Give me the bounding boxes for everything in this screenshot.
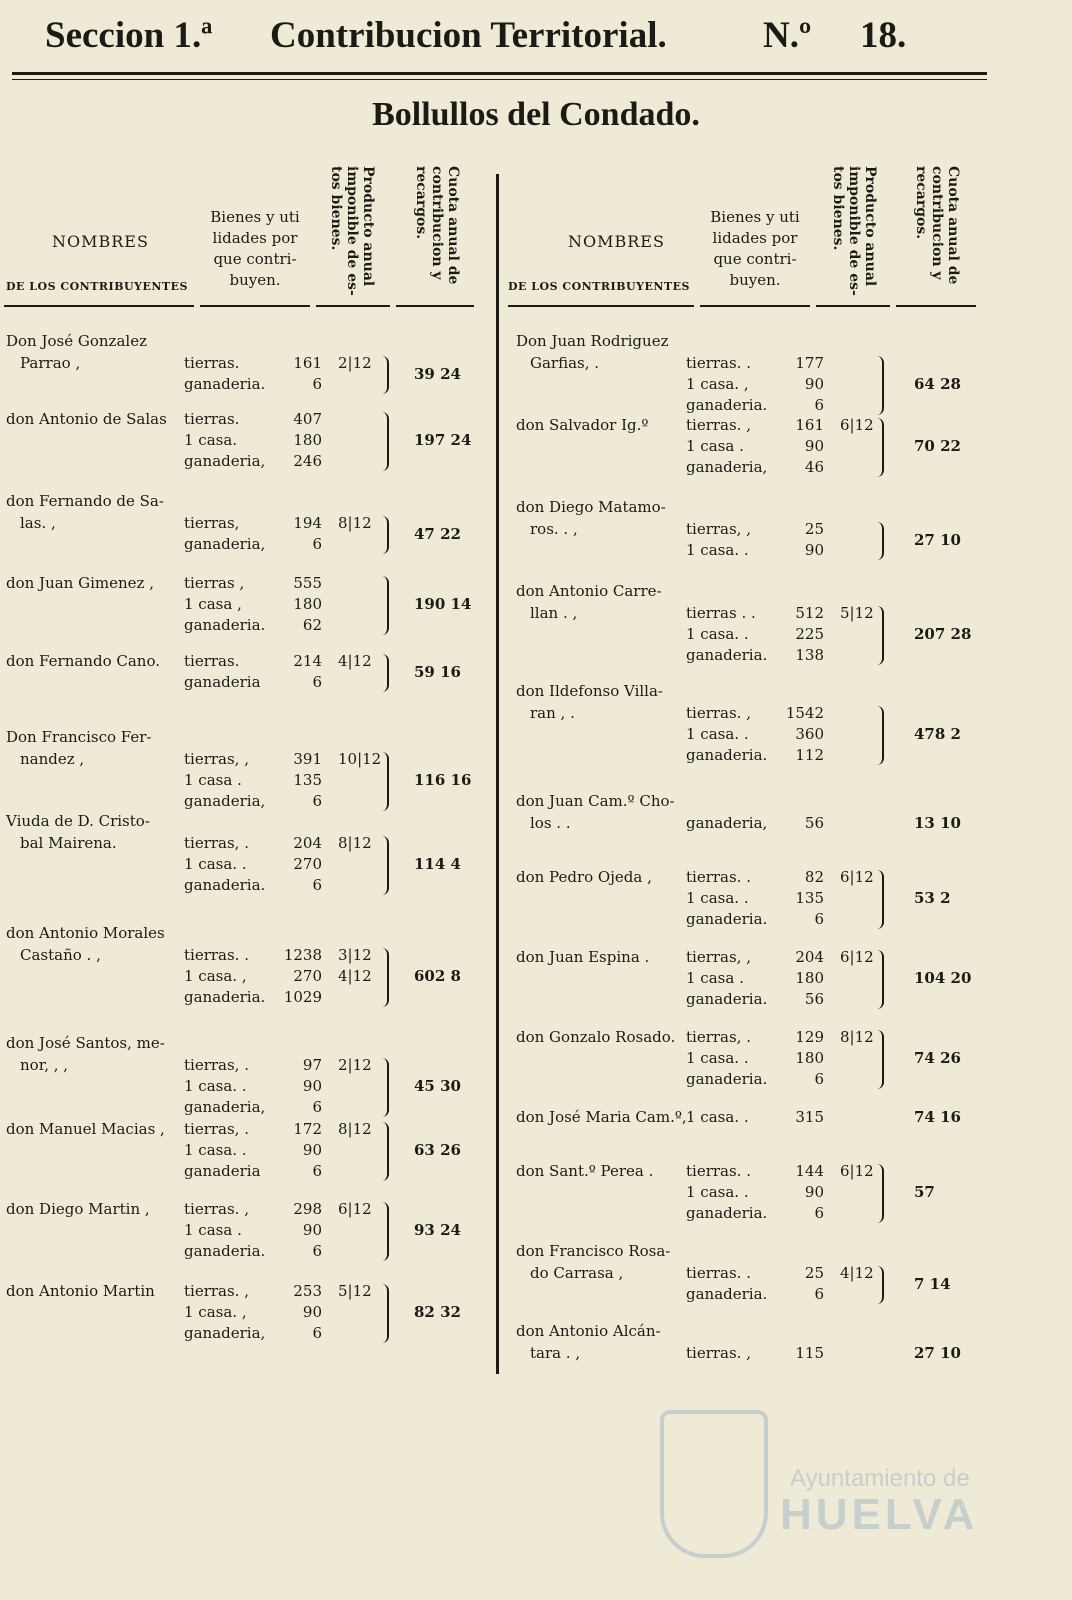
brace-mark	[379, 1202, 389, 1261]
watermark-line2: HUELVA	[780, 1490, 979, 1539]
cuota-value: 104 20	[914, 969, 972, 987]
bien-quantity: 135	[293, 771, 322, 789]
cuota-value: 7 14	[914, 1274, 951, 1293]
column-headers	[508, 160, 984, 315]
bien-type: ganaderia.	[686, 646, 768, 664]
bien-quantity: 129	[795, 1028, 824, 1046]
bien-quantity: 90	[302, 1221, 322, 1239]
contributor-name: los . .	[530, 814, 571, 832]
brace-mark	[379, 654, 389, 692]
page-number: 18.	[860, 15, 907, 56]
header-rule	[12, 72, 987, 75]
bien-type: ganaderia.	[686, 396, 768, 414]
bien-type: ganaderia.	[184, 1242, 266, 1260]
bien-type: ganaderia	[184, 1162, 261, 1180]
bien-type: ganaderia,	[184, 452, 266, 470]
brace-mark	[874, 870, 884, 929]
contributor-name: don Manuel Macias ,	[6, 1120, 165, 1138]
header-cuota: Cuota anual de contribucion y recargos.	[413, 166, 461, 285]
bien-type: tierras, ,	[686, 948, 751, 966]
bien-type: ganaderia.	[686, 1204, 768, 1222]
contributor-name: llan . ,	[530, 604, 578, 622]
contributor-name: don Francisco Rosa-	[516, 1242, 671, 1260]
bien-quantity: 180	[795, 969, 824, 987]
producto-value: 4|12	[840, 1264, 874, 1282]
cuota-value: 74 26	[914, 1049, 961, 1067]
bien-quantity: 407	[293, 410, 322, 428]
contributor-name: don Ildefonso Villa-	[516, 682, 663, 700]
bien-quantity: 25	[804, 1264, 824, 1282]
bien-quantity: 144	[795, 1162, 824, 1180]
cuota-value: 70 22	[914, 437, 961, 455]
bien-type: tierras.	[184, 410, 240, 428]
brace-mark	[874, 950, 884, 1009]
bien-quantity: 391	[293, 750, 322, 768]
brace-mark	[379, 752, 389, 811]
contributor-name: don Salvador Ig.º	[516, 416, 649, 434]
document-title: Contribucion Territorial.	[270, 15, 667, 56]
bien-type: tierras. .	[184, 946, 249, 964]
bien-quantity: 62	[302, 616, 322, 634]
bien-quantity: 6	[814, 1070, 824, 1088]
bien-quantity: 225	[795, 625, 824, 643]
bien-type: ganaderia,	[184, 1098, 266, 1116]
cuota-value: 82 32	[414, 1303, 461, 1321]
contributor-name: ros. . ,	[530, 520, 578, 538]
bien-type: ganaderia.	[184, 616, 266, 634]
bien-quantity: 555	[293, 574, 322, 592]
header-producto: Producto anual imponible de es- tos bienes.	[830, 166, 878, 296]
brace-mark	[379, 836, 389, 895]
contributor-name: Castaño . ,	[20, 946, 101, 964]
brace-mark	[874, 356, 884, 415]
bien-quantity: 90	[302, 1303, 322, 1321]
bien-quantity: 90	[302, 1077, 322, 1095]
bien-type: tierras. ,	[184, 1200, 249, 1218]
contributor-name: Don Juan Rodriguez	[516, 332, 669, 350]
contributor-name: tara . ,	[530, 1344, 581, 1362]
page-header	[45, 14, 962, 66]
header-nombres: NOMBRES	[568, 232, 665, 251]
bien-type: 1 casa. ,	[184, 1303, 247, 1321]
bien-quantity: 90	[804, 375, 824, 393]
brace-mark	[874, 522, 884, 560]
bien-type: tierras, .	[184, 834, 249, 852]
bien-quantity: 6	[312, 1098, 322, 1116]
producto-value: 6|12	[840, 1162, 874, 1180]
contributor-name: don Fernando Cano.	[6, 652, 160, 670]
brace-mark	[874, 1030, 884, 1089]
bien-type: tierras. ,	[184, 1282, 249, 1300]
contributor-name: do Carrasa ,	[530, 1264, 624, 1282]
bien-quantity: 270	[293, 967, 322, 985]
brace-mark	[874, 706, 884, 765]
bien-type: 1 casa ,	[184, 595, 242, 613]
bien-type: ganaderia,	[686, 814, 768, 832]
producto-value: 8|12	[338, 1120, 372, 1138]
header-nombres-sub: DE LOS CONTRIBUYENTES	[6, 280, 188, 293]
bien-type: ganaderia.	[184, 988, 266, 1006]
brace-mark	[379, 576, 389, 635]
header-rule-thin	[12, 79, 987, 80]
bien-quantity: 194	[293, 514, 322, 532]
section-label: Seccion 1.ª	[45, 15, 213, 56]
contributor-name: don José Maria Cam.º,	[516, 1108, 687, 1126]
bien-type: 1 casa. .	[184, 1141, 247, 1159]
place-title: Bollullos del Condado.	[372, 96, 700, 133]
brace-mark	[874, 1164, 884, 1223]
contributor-name: don Pedro Ojeda ,	[516, 868, 652, 886]
bien-quantity: 1542	[785, 704, 824, 722]
bien-type: 1 casa.	[184, 431, 238, 449]
bien-type: ganaderia.	[184, 375, 266, 393]
bien-quantity: 25	[804, 520, 824, 538]
bien-type: 1 casa. .	[686, 725, 749, 743]
bien-type: 1 casa. .	[686, 625, 749, 643]
bien-type: 1 casa. .	[686, 1049, 749, 1067]
bien-quantity: 6	[312, 673, 322, 691]
contributor-name: don Antonio Alcán-	[516, 1322, 661, 1340]
contributor-name: bal Mairena.	[20, 834, 117, 852]
producto-value: 6|12	[840, 416, 874, 434]
bien-type: ganaderia,	[184, 535, 266, 553]
bien-type: ganaderia	[184, 673, 261, 691]
bien-quantity: 56	[804, 814, 824, 832]
contributor-name: don Antonio Morales	[6, 924, 165, 942]
bien-type: tierras. .	[686, 354, 751, 372]
number-label: N.º	[763, 15, 812, 56]
bien-quantity: 298	[293, 1200, 322, 1218]
watermark	[640, 1390, 980, 1570]
contributor-name: don Antonio Carre-	[516, 582, 662, 600]
bien-type: ganaderia,	[184, 792, 266, 810]
bien-quantity: 138	[795, 646, 824, 664]
brace-mark	[379, 1122, 389, 1181]
bien-type: tierras. .	[686, 1162, 751, 1180]
bien-quantity: 90	[804, 541, 824, 559]
bien-type: tierras,	[184, 514, 240, 532]
bien-type: ganaderia.	[686, 910, 768, 928]
contributor-name: don José Santos, me-	[6, 1034, 165, 1052]
bien-quantity: 172	[293, 1120, 322, 1138]
header-bienes: Bienes y uti lidades por que contri- buyen.	[710, 208, 800, 289]
producto-value: 6|12	[338, 1200, 372, 1218]
contributor-name: don Juan Gimenez ,	[6, 574, 154, 592]
cuota-value: 93 24	[414, 1221, 461, 1239]
bien-quantity: 214	[293, 652, 322, 670]
bien-quantity: 1238	[283, 946, 322, 964]
bien-quantity: 82	[804, 868, 824, 886]
bien-quantity: 6	[312, 375, 322, 393]
contributor-name: ran , .	[530, 704, 575, 722]
producto-value: 6|12	[840, 948, 874, 966]
bien-quantity: 6	[312, 792, 322, 810]
contributor-name: don Juan Cam.º Cho-	[516, 792, 675, 810]
cuota-value: 116 16	[414, 771, 472, 789]
cuota-value: 27 10	[914, 530, 961, 549]
cuota-value: 207 28	[914, 625, 972, 643]
contributor-name: don Diego Matamo-	[516, 498, 666, 516]
bien-quantity: 512	[795, 604, 824, 622]
bien-type: tierras, .	[184, 1056, 249, 1074]
bien-type: 1 casa. .	[686, 1183, 749, 1201]
bien-quantity: 6	[814, 1285, 824, 1303]
column-headers	[4, 160, 474, 315]
bien-type: 1 casa. .	[184, 1077, 247, 1095]
bien-quantity: 1029	[283, 988, 322, 1006]
contributor-name: Viuda de D. Cristo-	[6, 812, 150, 830]
bien-type: tierras. .	[686, 1264, 751, 1282]
contributor-name: las. ,	[20, 514, 56, 532]
header-nombres-sub: DE LOS CONTRIBUYENTES	[508, 280, 690, 293]
bien-quantity: 6	[312, 1162, 322, 1180]
contributor-name: don Diego Martin ,	[6, 1200, 150, 1218]
bien-type: tierras.	[184, 354, 240, 372]
producto-value: 6|12	[840, 868, 874, 886]
bien-quantity: 270	[293, 855, 322, 873]
bien-type: ganaderia,	[184, 1324, 266, 1342]
cuota-value: 197 24	[414, 431, 472, 449]
bien-quantity: 180	[795, 1049, 824, 1067]
bien-quantity: 204	[293, 834, 322, 852]
bien-type: 1 casa. ,	[686, 375, 749, 393]
cuota-value: 27 10	[914, 1344, 961, 1362]
bien-quantity: 135	[795, 889, 824, 907]
bien-quantity: 46	[804, 458, 824, 476]
producto-value: 8|12	[338, 834, 372, 852]
bien-type: 1 casa. ,	[184, 967, 247, 985]
cuota-value: 64 28	[914, 375, 961, 393]
producto-value: 2|12	[338, 354, 372, 372]
brace-mark	[379, 356, 389, 394]
bien-type: tierras. ,	[686, 704, 751, 722]
crest-icon	[660, 1410, 768, 1558]
bien-quantity: 112	[795, 746, 824, 764]
cuota-value: 63 26	[414, 1141, 461, 1159]
bien-type: tierras, .	[184, 1120, 249, 1138]
cuota-value: 45 30	[414, 1077, 461, 1095]
column-divider	[496, 174, 499, 1374]
bien-type: ganaderia.	[686, 746, 768, 764]
producto-value: 4|12	[338, 652, 372, 670]
header-producto: Producto anual imponible de es- tos bienes.	[328, 166, 376, 296]
contributor-name: nandez ,	[20, 750, 85, 768]
producto-value: 8|12	[840, 1028, 874, 1046]
contributor-name: don Antonio Martin	[6, 1282, 155, 1300]
cuota-value: 114 4	[414, 855, 461, 873]
bien-type: tierras.	[184, 652, 240, 670]
bien-type: tierras. ,	[686, 416, 751, 434]
contributor-name: don Gonzalo Rosado.	[516, 1028, 676, 1046]
contributor-name: Parrao ,	[20, 354, 81, 372]
bien-type: ganaderia.	[686, 1070, 768, 1088]
bien-quantity: 161	[795, 416, 824, 434]
bien-quantity: 6	[312, 876, 322, 894]
brace-mark	[874, 418, 884, 477]
bien-quantity: 204	[795, 948, 824, 966]
cuota-value: 39 24	[414, 364, 461, 383]
bien-quantity: 6	[814, 910, 824, 928]
bien-type: ganaderia,	[686, 458, 768, 476]
cuota-value: 59 16	[414, 662, 461, 681]
brace-mark	[379, 412, 389, 471]
bien-quantity: 246	[293, 452, 322, 470]
bien-quantity: 6	[312, 535, 322, 553]
bien-type: 1 casa .	[686, 437, 744, 455]
bien-quantity: 6	[814, 396, 824, 414]
bien-quantity: 315	[795, 1108, 824, 1126]
bien-quantity: 90	[302, 1141, 322, 1159]
bien-quantity: 90	[804, 437, 824, 455]
producto-value: 2|12	[338, 1056, 372, 1074]
cuota-value: 53 2	[914, 889, 951, 907]
bien-type: 1 casa .	[686, 969, 744, 987]
bien-type: tierras, ,	[184, 750, 249, 768]
contributor-name: don Sant.º Perea .	[516, 1162, 654, 1180]
bien-type: 1 casa. .	[686, 1108, 749, 1126]
bien-quantity: 6	[312, 1324, 322, 1342]
bien-quantity: 360	[795, 725, 824, 743]
producto-value: 4|12	[338, 967, 372, 985]
bien-type: tierras, ,	[686, 520, 751, 538]
producto-value: 10|12	[338, 750, 382, 768]
bien-type: tierras . .	[686, 604, 756, 622]
cuota-value: 478 2	[914, 725, 961, 743]
bien-quantity: 97	[302, 1056, 322, 1074]
contributor-name: don Fernando de Sa-	[6, 492, 164, 510]
bien-type: tierras ,	[184, 574, 245, 592]
bien-quantity: 6	[814, 1204, 824, 1222]
brace-mark	[379, 1058, 389, 1117]
bien-quantity: 177	[795, 354, 824, 372]
bien-type: 1 casa .	[184, 771, 242, 789]
bien-type: tierras, .	[686, 1028, 751, 1046]
cuota-value: 602 8	[414, 967, 461, 985]
bien-quantity: 253	[293, 1282, 322, 1300]
bien-quantity: 56	[804, 990, 824, 1008]
cuota-value: 47 22	[414, 524, 461, 543]
bien-type: tierras. .	[686, 868, 751, 886]
brace-mark	[379, 1284, 389, 1343]
bien-type: 1 casa .	[184, 1221, 242, 1239]
contributor-name: Don José Gonzalez	[6, 332, 147, 350]
brace-mark	[379, 516, 389, 554]
cuota-value: 74 16	[914, 1108, 961, 1126]
cuota-value: 57	[914, 1183, 935, 1201]
cuota-value: 190 14	[414, 595, 472, 613]
watermark-line1: Ayuntamiento de	[790, 1465, 970, 1492]
contributor-name: don Juan Espina .	[516, 948, 650, 966]
header-cuota: Cuota anual de contribucion y recargos.	[913, 166, 961, 285]
producto-value: 5|12	[338, 1282, 372, 1300]
bien-type: ganaderia.	[686, 990, 768, 1008]
producto-value: 3|12	[338, 946, 372, 964]
bien-quantity: 180	[293, 431, 322, 449]
brace-mark	[874, 606, 884, 665]
bien-type: 1 casa. .	[686, 541, 749, 559]
cuota-value: 13 10	[914, 814, 961, 832]
contributor-name: don Antonio de Salas	[6, 410, 167, 428]
bien-quantity: 115	[795, 1344, 824, 1362]
brace-mark	[379, 948, 389, 1007]
bien-quantity: 180	[293, 595, 322, 613]
producto-value: 8|12	[338, 514, 372, 532]
bien-type: ganaderia.	[184, 876, 266, 894]
producto-value: 5|12	[840, 604, 874, 622]
contributor-name: Garfias, .	[530, 354, 600, 372]
brace-mark	[874, 1266, 884, 1304]
bien-type: ganaderia.	[686, 1285, 768, 1303]
bien-quantity: 90	[804, 1183, 824, 1201]
contributor-name: nor, , ,	[20, 1056, 69, 1074]
bien-type: 1 casa. .	[184, 855, 247, 873]
contributor-name: Don Francisco Fer-	[6, 728, 152, 746]
header-bienes: Bienes y uti lidades por que contri- buyen.	[210, 208, 300, 289]
bien-quantity: 6	[312, 1242, 322, 1260]
bien-quantity: 161	[293, 354, 322, 372]
bien-type: tierras. ,	[686, 1344, 751, 1362]
bien-type: 1 casa. .	[686, 889, 749, 907]
header-nombres: NOMBRES	[52, 232, 149, 251]
